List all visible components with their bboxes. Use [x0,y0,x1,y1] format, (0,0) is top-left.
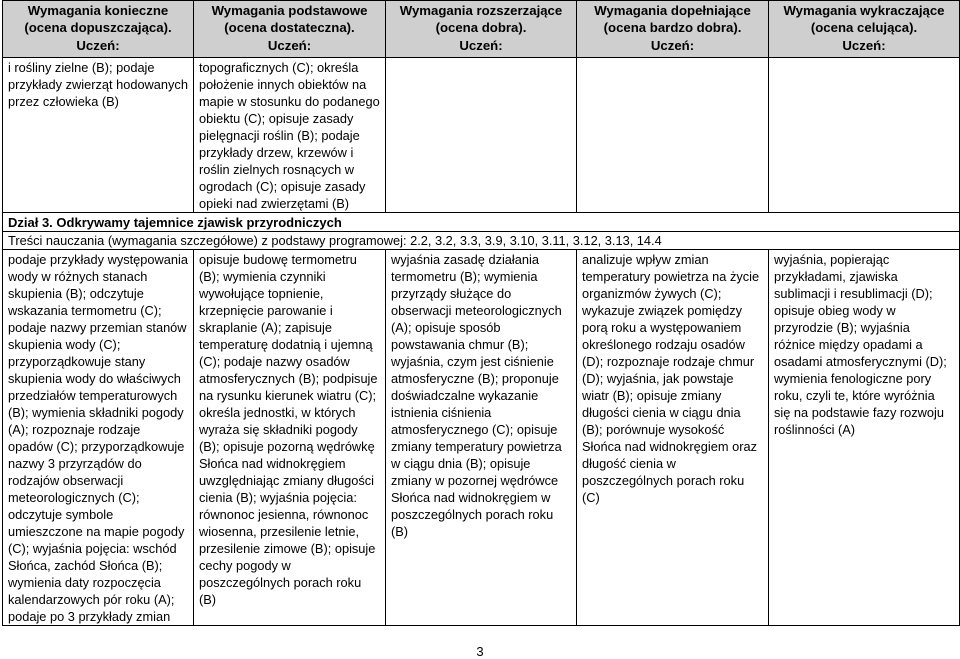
section-title-row [3,213,960,232]
curriculum-line: Treści nauczania (wymagania szczegółowe) z podstawy programowej: 2.2, 3.2, 3.3, 3.9, 3.10, 3.11, 3.12, 3.13, 14.4 [3,232,960,250]
header-cell-wykraczajace [769,1,960,58]
continued-row [3,58,960,213]
cell-dopelniajace [577,58,769,213]
header-who: Uczeń: [650,37,695,53]
header-who: Uczeń: [842,37,886,53]
header-cell-konieczne [3,1,194,58]
header-cell-dopelniajace [577,1,769,58]
header-grade: (ocena dostateczna). [224,20,355,36]
cell-konieczne: podaje przykłady występowania wody w różnych stanach skupienia (B); odczytuje wskazania termometru (C); podaje nazwy przemian stanów skupienia wody (C); przyporządkowuje stany skupienia wody do właściwych przedziałów temperaturowych (B); wymienia składniki pogody (A); rozpoznaje rodzaje opadów (C); przyporządkowuje nazwy 3 przyrządów do rodzajów obserwacji meteorologicznych (C); odczytuje symbole umieszczone na mapie pogody (C); wyjaśnia pojęcia: wschód Słońca, zachód Słońca (B); wymienia daty rozpoczęcia kalendarzowych pór roku (A); podaje po 3 przykłady zmian [3,250,194,626]
cell-konieczne: i rośliny zielne (B); podaje przykłady zwierząt hodowanych przez człowieka (B) [3,58,194,213]
header-level: Wymagania konieczne [27,3,169,18]
cell-podstawowe: topograficznych (C); określa położenie innych obiektów na mapie w stosunku do podanego obiektu (C); opisuje zasady pielęgnacji roślin (B); podaje przykłady drzew, krzewów i roślin zielnych rosnących w ogrodach (C); opisuje zasady opieki nad zwierzętami (B) [194,58,386,213]
header-level: Wymagania wykraczające [783,3,945,18]
header-level: Wymagania podstawowe [211,3,368,18]
curriculum-row [3,232,960,250]
header-who: Uczeń: [459,37,503,53]
cell-wykraczajace: wyjaśnia, popierając przykładami, zjawiska sublimacji i resublimacji (D); opisuje obieg wody w przyrodzie (B); wyjaśnia różnice między opadami a osadami atmosferycznymi (D); wymienia fenologiczne pory roku, czyli te, które wyróżnia się na podstawie fazy rozwoju roślinności (A) [769,250,960,626]
cell-wykraczajace [769,58,960,213]
header-level: Wymagania dopełniające [594,3,751,18]
section-title: Dział 3. Odkrywamy tajemnice zjawisk przyrodniczych [3,213,960,232]
cell-rozszerzajace [386,58,577,213]
header-grade: (ocena dopuszczająca). [24,20,172,36]
header-grade: (ocena celująca). [810,20,918,36]
header-who: Uczeń: [267,37,312,53]
header-level: Wymagania rozszerzające [399,3,563,18]
header-grade: (ocena bardzo dobra). [603,20,742,36]
requirements-table [2,0,960,626]
header-cell-rozszerzajace [386,1,577,58]
header-who: Uczeń: [76,37,120,53]
page-number: 3 [476,644,484,659]
header-row [3,1,960,58]
section-requirements-row [3,250,960,626]
cell-rozszerzajace: wyjaśnia zasadę działania termometru (B); wymienia przyrządy służące do obserwacji meteorologicznych (A); opisuje sposób powstawania chmur (B); wyjaśnia, czym jest ciśnienie atmosferyczne (B); proponuje doświadczalne wykazanie istnienia ciśnienia atmosferycznego (C); opisuje zmiany temperatury powietrza w ciągu dnia (B); opisuje zmiany w pozornej wędrówce Słońca nad widnokręgiem w poszczególnych porach roku (B) [386,250,577,626]
header-cell-podstawowe [194,1,386,58]
header-grade: (ocena dobra). [435,20,527,36]
cell-podstawowe: opisuje budowę termometru (B); wymienia czynniki wywołujące topnienie, krzepnięcie parowanie i skraplanie (A); zapisuje temperaturę dodatnią i ujemną (C); podaje nazwy osadów atmosferycznych (B); podpisuje na rysunku kierunek wiatru (C); określa jednostki, w których wyraża się składniki pogody (B); opisuje pozorną wędrówkę Słońca nad widnokręgiem uwzględniając zmiany długości cienia (B); wyjaśnia pojęcia: równonoc jesienna, równonoc wiosenna, przesilenie letnie, przesilenie zimowe (B); opisuje cechy pogody w poszczególnych porach roku (B) [194,250,386,626]
cell-dopelniajace: analizuje wpływ zmian temperatury powietrza na życie organizmów żywych (C); wykazuje związek pomiędzy porą roku a występowaniem określonego rodzaju osadów (D); rozpoznaje rodzaje chmur (D); wyjaśnia, jak powstaje wiatr (B); opisuje zmiany długości cienia w ciągu dnia (B); porównuje wysokość Słońca nad widnokręgiem oraz długość cienia w poszczególnych porach roku (C) [577,250,769,626]
